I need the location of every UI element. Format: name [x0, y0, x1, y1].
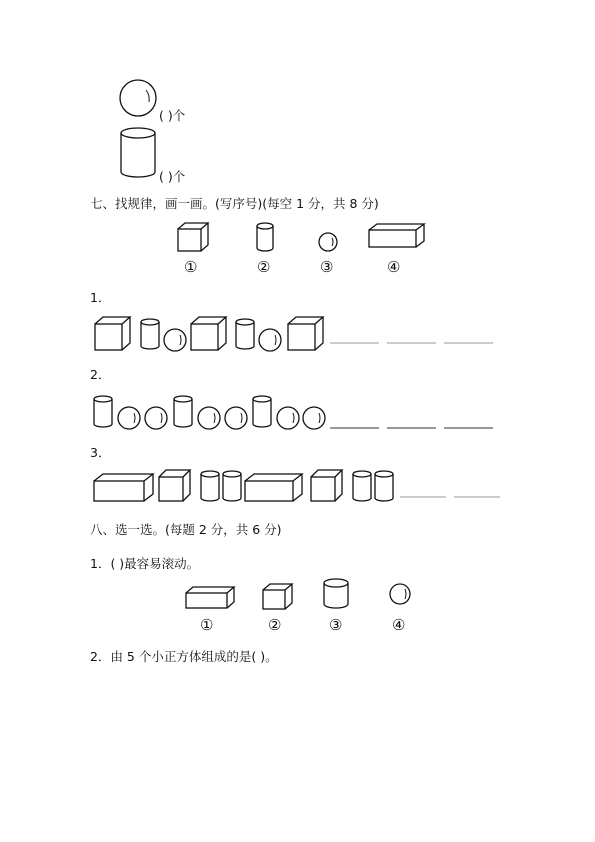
cylinder-count-answer[interactable]: ( )个 — [159, 169, 186, 184]
section8-heading: 八、选一选。(每题 2 分，共 6 分) — [90, 522, 282, 537]
legend-number-2: ② — [257, 258, 271, 276]
option-cylinder — [324, 579, 348, 608]
option-number-4: ④ — [392, 616, 406, 634]
option-number-3: ③ — [329, 616, 343, 634]
problem-2-label: 2． — [90, 367, 111, 382]
option-number-2: ② — [268, 616, 282, 634]
option-number-1: ① — [200, 616, 214, 634]
legend-number-4: ④ — [387, 258, 401, 276]
option-cuboid — [186, 587, 234, 608]
ball-count-answer[interactable]: ( )个 — [159, 108, 186, 123]
question-1-text: 1．( )最容易滚动。 — [90, 556, 200, 571]
legend-number-1: ① — [184, 258, 198, 276]
option-cube — [263, 584, 292, 609]
option-sphere — [390, 584, 410, 604]
legend-number-3: ③ — [320, 258, 334, 276]
question-2-text: 2．由 5 个小正方体组成的是( )。 — [90, 649, 278, 664]
problem-3-label: 3． — [90, 445, 111, 460]
problem-1-label: 1． — [90, 290, 111, 305]
section7-heading: 七、找规律，画一画。(写序号)(每空 1 分，共 8 分) — [90, 196, 379, 211]
